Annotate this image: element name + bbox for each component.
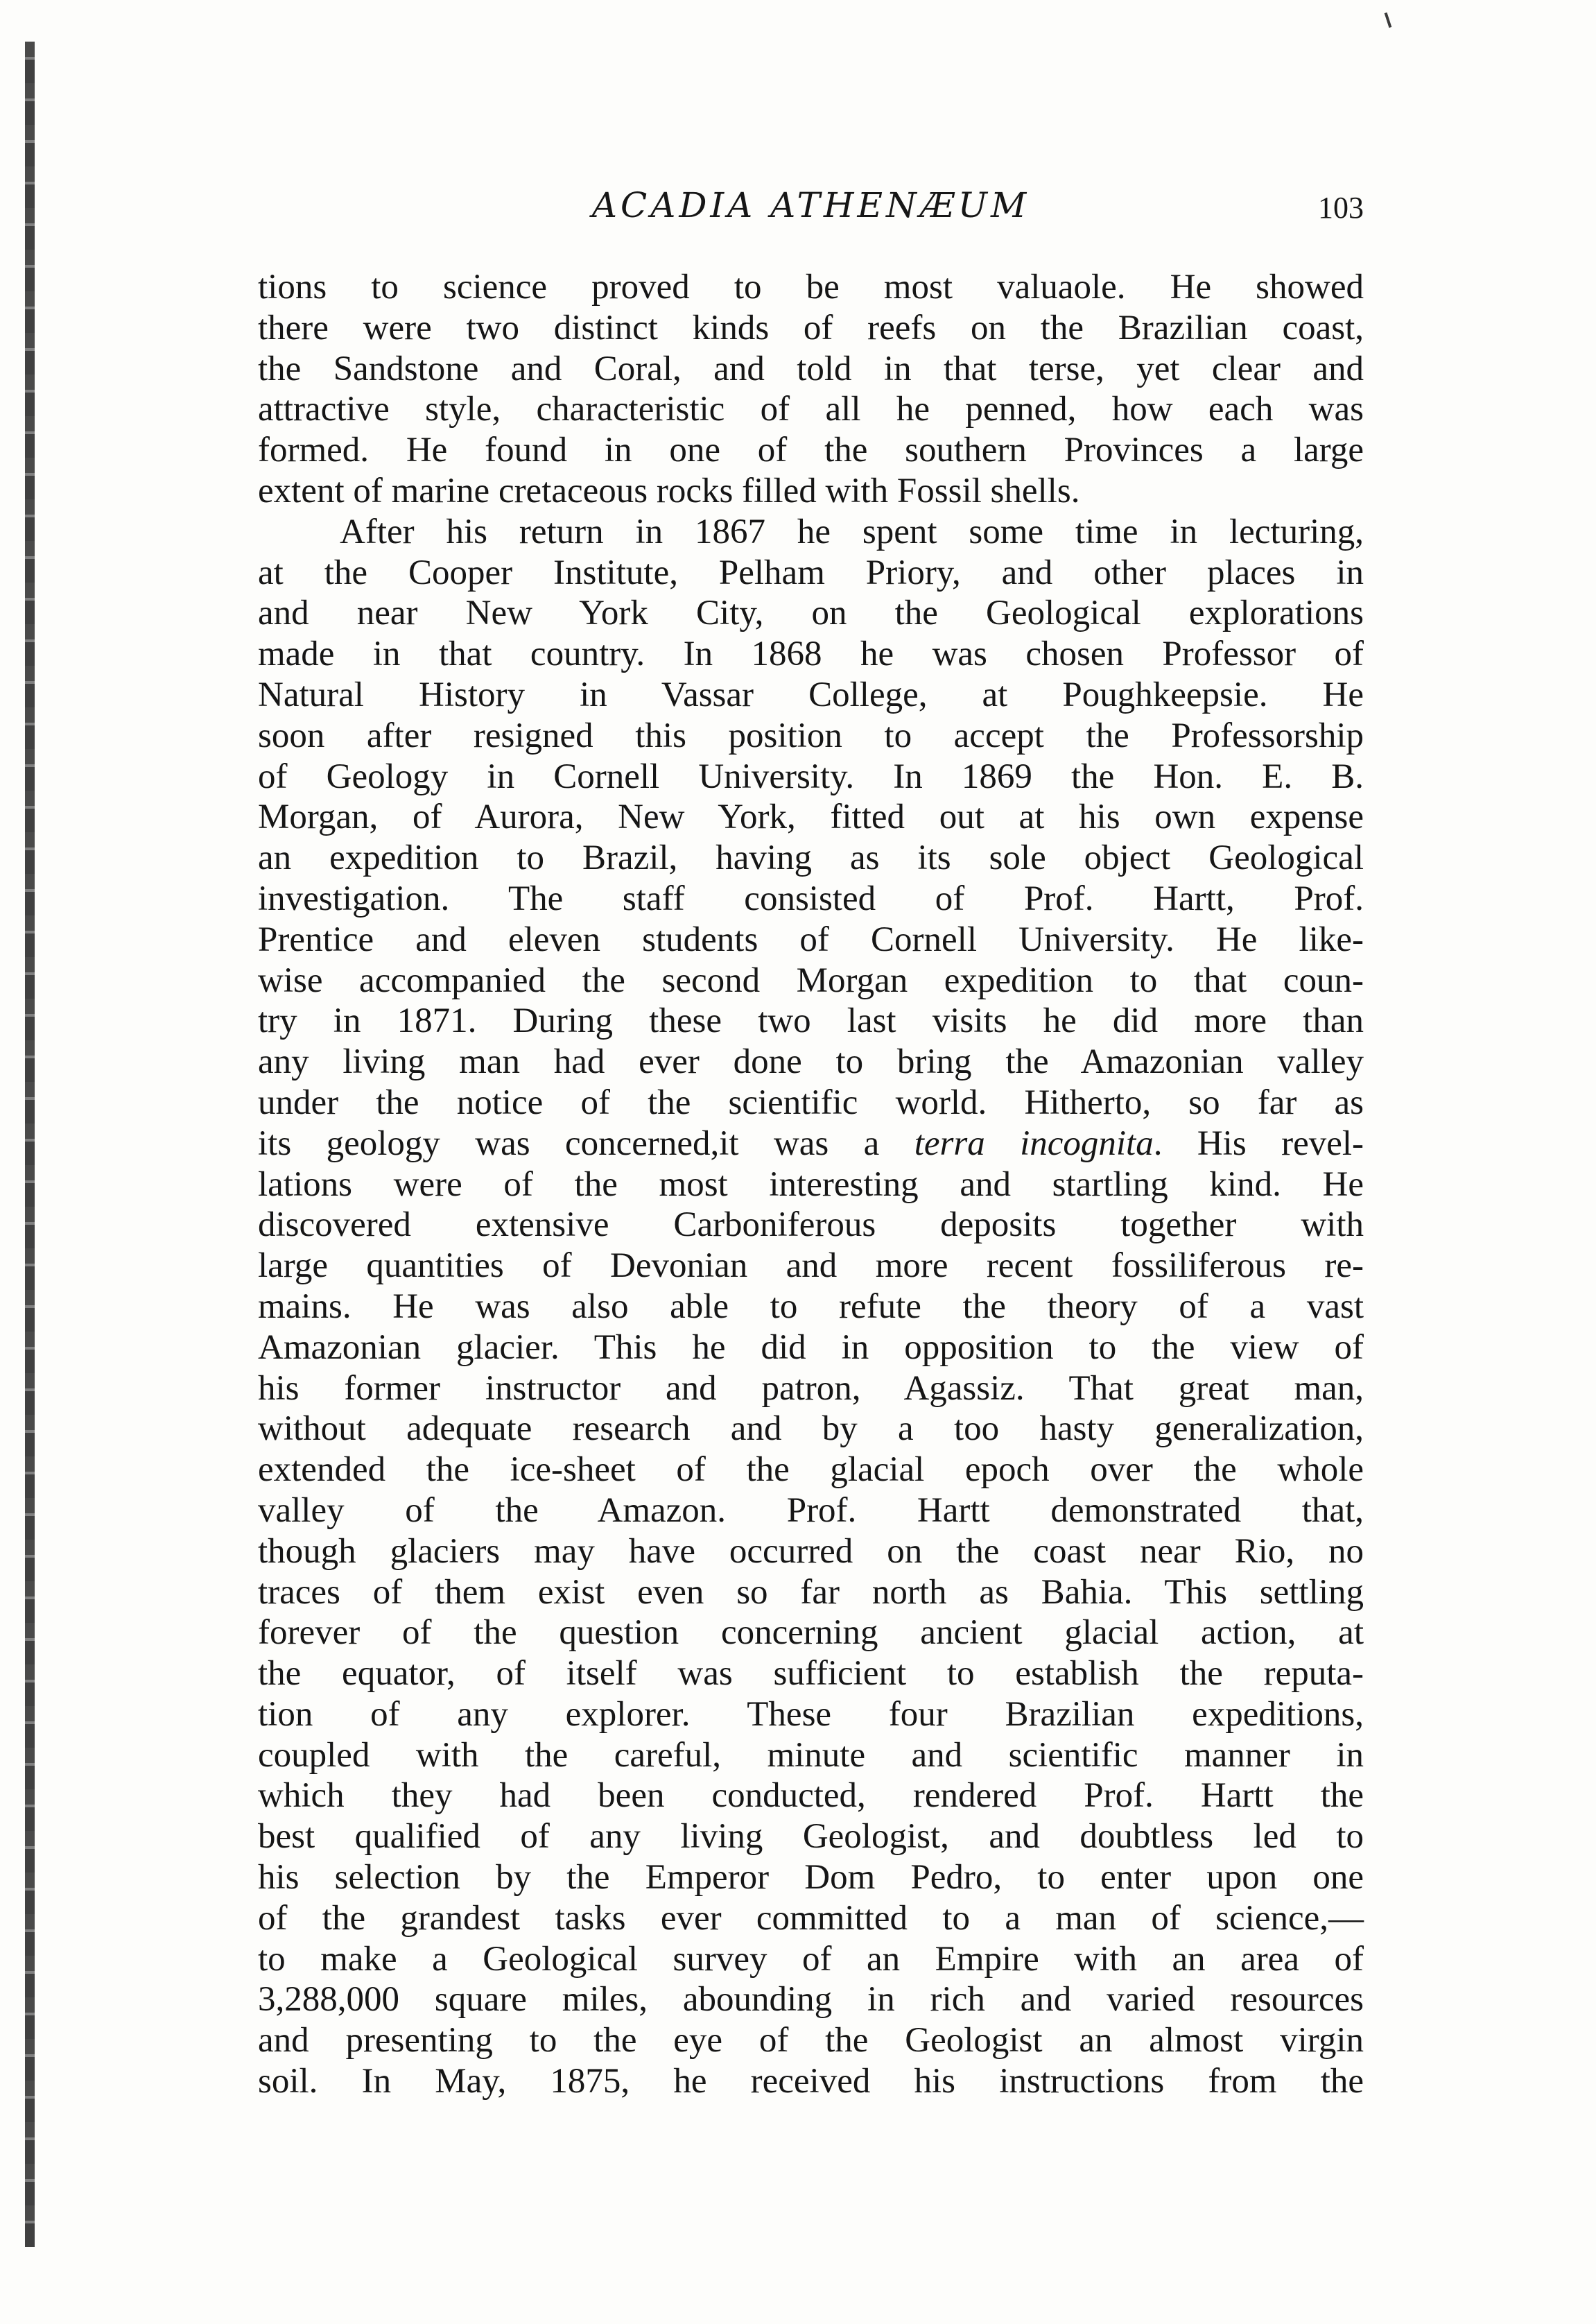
text-line: extent of marine cretaceous rocks filled with Fossil shells. xyxy=(258,471,1080,510)
text-line: tion of any explorer. These four Brazilian expeditions, xyxy=(258,1694,1364,1734)
text-line: best qualified of any living Geologist, and doubtless led to xyxy=(258,1817,1364,1857)
text-line: wise accompanied the second Morgan expedition to that coun- xyxy=(258,961,1364,1000)
text-line: the Sandstone and Coral, and told in that terse, yet clear and xyxy=(258,349,1364,388)
text-line: try in 1871. During these two last visits he did more than xyxy=(258,1001,1364,1041)
text-line: the equator, of itself was sufficient to establish the reputa- xyxy=(258,1654,1364,1694)
text-line: formed. He found in one of the southern Provinces a large xyxy=(258,431,1364,470)
text-line: valley of the Amazon. Prof. Hartt demonstrated that, xyxy=(258,1490,1364,1530)
text-line: coupled with the careful, minute and scientific manner in xyxy=(258,1735,1364,1775)
text-line: there were two distinct kinds of reefs on the Brazilian coast, xyxy=(258,308,1364,347)
text-line: made in that country. In 1868 he was chosen Professor of xyxy=(258,635,1364,674)
text-line: of Geology in Cornell University. In 1869 the Hon. E. B. xyxy=(258,757,1364,796)
text-line: extended the ice-sheet of the glacial epoch over the whole xyxy=(258,1450,1364,1490)
text-line: traces of them exist even so far north as Bahia. This settling xyxy=(258,1572,1364,1612)
text-line: its geology was concerned,it was a terra incognita. His revel- xyxy=(258,1124,1364,1163)
text-line: to make a Geological survey of an Empire with an area of xyxy=(258,1939,1364,1979)
page-binding-edge xyxy=(25,42,35,2247)
text-line: of the grandest tasks ever committed to a man of science,— xyxy=(258,1898,1364,1938)
text-line: under the notice of the scientific world. Hitherto, so far as xyxy=(258,1083,1364,1122)
text-line: which they had been conducted, rendered Prof. Hartt the xyxy=(258,1776,1364,1816)
text-line: Morgan, of Aurora, New York, fitted out at his own expense xyxy=(258,798,1364,837)
text-line: discovered extensive Carboniferous deposits together with xyxy=(258,1205,1364,1245)
italic-phrase: terra incognita xyxy=(914,1124,1154,1163)
page-number: 103 xyxy=(1318,191,1364,225)
text-line: attractive style, characteristic of all he penned, how each was xyxy=(258,390,1364,429)
text-line: and near New York City, on the Geological explorations xyxy=(258,594,1364,633)
page-header xyxy=(258,178,1364,233)
running-title: ACADIA ATHENÆUM xyxy=(591,185,1030,225)
text-line: without adequate research and by a too hasty generalization, xyxy=(258,1409,1364,1449)
text-line: his former instructor and patron, Agassiz. That great man, xyxy=(258,1368,1364,1408)
text-line: Prentice and eleven students of Cornell University. He like- xyxy=(258,920,1364,959)
text-line: though glaciers may have occurred on the coast near Rio, no xyxy=(258,1531,1364,1571)
text-line: an expedition to Brazil, having as its sole object Geological xyxy=(258,838,1364,878)
text-line: Natural History in Vassar College, at Poughkeepsie. He xyxy=(258,675,1364,714)
text-line: any living man had ever done to bring the Amazonian valley xyxy=(258,1042,1364,1082)
text-line: forever of the question concerning ancient glacial action, at xyxy=(258,1613,1364,1653)
text-line: large quantities of Devonian and more recent fossiliferous re- xyxy=(258,1246,1364,1286)
text-line: soil. In May, 1875, he received his instructions from the xyxy=(258,2062,1364,2101)
text-line: lations were of the most interesting and startling kind. He xyxy=(258,1164,1364,1204)
text-line: mains. He was also able to refute the theory of a vast xyxy=(258,1286,1364,1326)
text-line: After his return in 1867 he spent some time in lecturing, xyxy=(340,512,1364,551)
text-line: soon after resigned this position to accept the Professorship xyxy=(258,716,1364,755)
text-line: at the Cooper Institute, Pelham Priory, and other places in xyxy=(258,553,1364,592)
text-line: his selection by the Emperor Dom Pedro, to enter upon one xyxy=(258,1858,1364,1897)
text-line: tions to science proved to be most valuaole. He showed xyxy=(258,268,1364,307)
text-line: Amazonian glacier. This he did in opposition to the view of xyxy=(258,1327,1364,1367)
body-text xyxy=(258,267,1364,2102)
text-line: and presenting to the eye of the Geologist an almost virgin xyxy=(258,2021,1364,2060)
text-line: investigation. The staff consisted of Prof. Hartt, Prof. xyxy=(258,879,1364,918)
scan-mark xyxy=(1385,12,1392,28)
text-line: 3,288,000 square miles, abounding in rich and varied resources xyxy=(258,1980,1364,2020)
